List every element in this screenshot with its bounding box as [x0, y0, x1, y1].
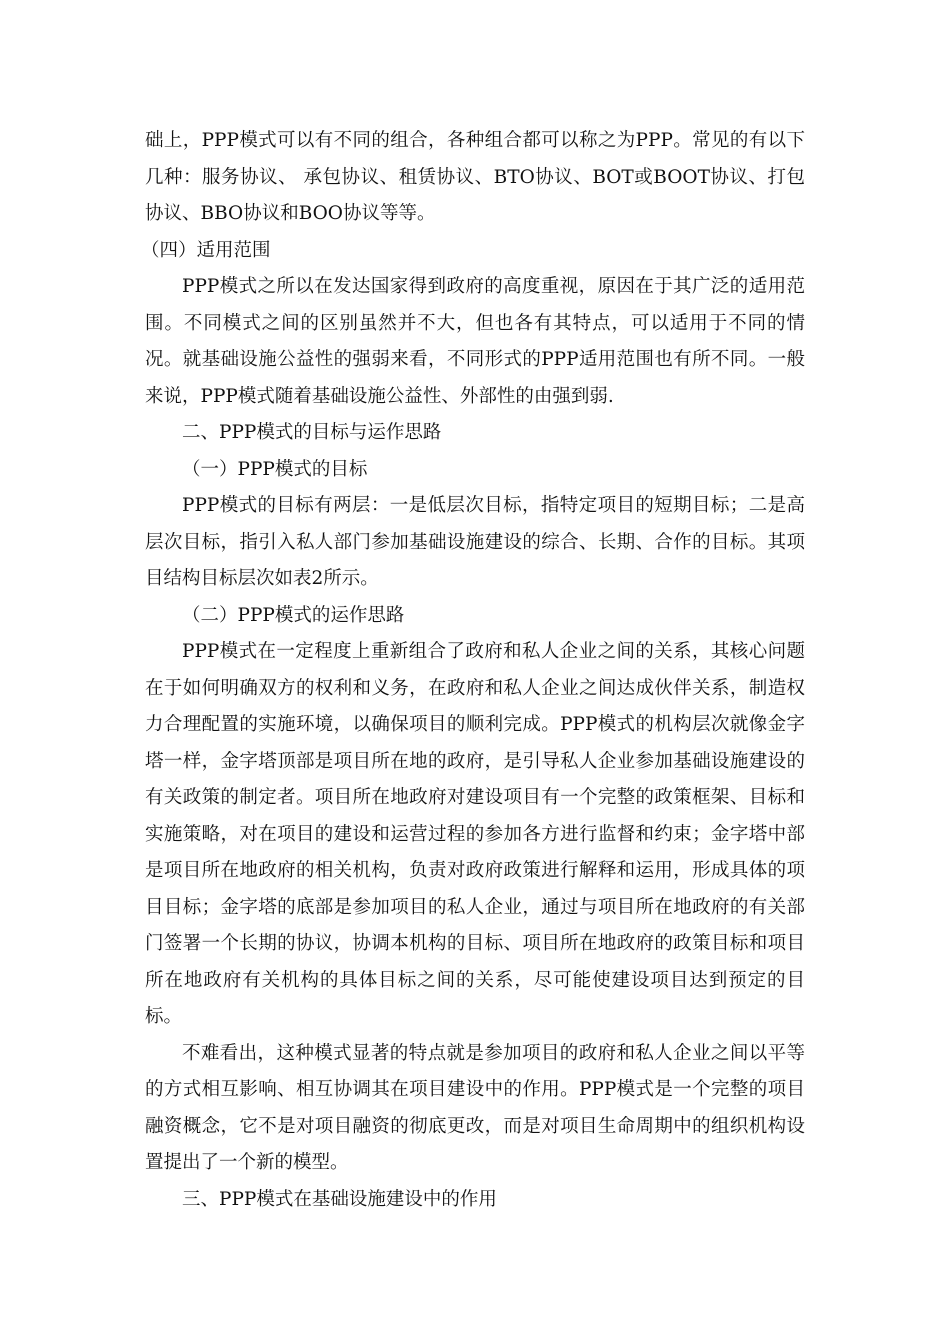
section-heading-operation: （二）PPP模式的运作思路 — [182, 604, 405, 626]
chapter-heading-role: 三、PPP模式在基础设施建设中的作用 — [182, 1188, 497, 1210]
chapter-heading-goals: 二、PPP模式的目标与运作思路 — [182, 422, 442, 443]
paragraph-continuation: 础上，PPP模式可以有不同的组合，各种组合都可以称之为PPP。常见的有以下几种：服务协议、 承包协议、租赁协议、BTO协议、BOT或BOOT协议、打包协议、BBO协议和BOO协议等等。 — [145, 130, 805, 224]
paragraph-goals: PPP模式的目标有两层：一是低层次目标，指特定项目的短期目标；二是高层次目标，指引入私人部门参加基础设施建设的综合、长期、合作的目标。其项目结构目标层次如表2所示。 — [145, 495, 805, 589]
document-body — [141, 123, 805, 1218]
paragraph-operation: PPP模式在一定程度上重新组合了政府和私人企业之间的关系，其核心问题在于如何明确双方的权利和义务，在政府和私人企业之间达成伙伴关系，制造权力合理配置的实施环境，以确保项目的顺利完成。PPP模式的机构层次就像金字塔一样，金字塔顶部是项目所在地的政府，是引导私人企业参加基础设施建设的有关政策的制定者。项目所在地政府对建设项目有一个完整的政策框架、目标和实施策略，对在项目的建设和运营过程的参加各方进行监督和约束；金字塔中部是项目所在地政府的相关机构，负责对政府政策进行解释和运用，形成具体的项目目标；金字塔的底部是参加项目的私人企业，通过与项目所在地政府的有关部门签署一个长期的协议，协调本机构的目标、项目所在地政府的政策目标和项目所在地政府有关机构的具体目标之间的关系，尽可能使建设项目达到预定的目标。 — [145, 641, 805, 1027]
section-heading-goals: （一）PPP模式的目标 — [182, 458, 368, 480]
section-heading-scope: （四）适用范围 — [141, 239, 271, 261]
paragraph-scope: PPP模式之所以在发达国家得到政府的高度重视，原因在于其广泛的适用范围。不同模式之间的区别虽然并不大，但也各有其特点，可以适用于不同的情况。就基础设施公益性的强弱来看，不同形式的PPP适用范围也有所不同。一般来说，PPP模式随着基础设施公益性、外部性的由强到弱. — [145, 276, 805, 407]
paragraph-features: 不难看出，这种模式显著的特点就是参加项目的政府和私人企业之间以平等的方式相互影响、相互协调其在项目建设中的作用。PPP模式是一个完整的项目融资概念，它不是对项目融资的彻底更改，而是对项目生命周期中的组织机构设置提出了一个新的模型。 — [145, 1042, 805, 1173]
